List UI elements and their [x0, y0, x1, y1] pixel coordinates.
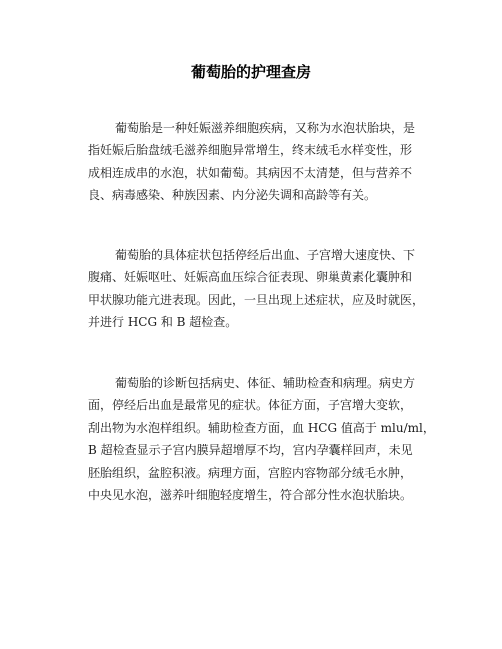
paragraph-line: 甲状腺功能亢进表现。因此，一旦出现上述症状，应及时就医，	[88, 292, 425, 307]
document-title: 葡萄胎的护理查房	[190, 63, 311, 81]
paragraph-line: 成相连成串的水泡，状如葡萄。其病因不太清楚，但与营养不	[88, 165, 413, 180]
paragraph-line: 并进行 HCG 和 B 超检查。	[88, 315, 238, 330]
paragraph-line: 面，停经后出血是最常见的症状。体征方面，子宫增大变软，	[88, 398, 413, 413]
paragraph-symptoms	[88, 244, 438, 334]
paragraph-line: 葡萄胎的具体症状包括停经后出血、子宫增大速度快、下	[115, 248, 416, 262]
paragraph-line: B 超检查显示子宫内膜异超增厚不均，宫内孕囊样回声，未见	[88, 443, 413, 458]
paragraph-line: 指妊娠后胎盘绒毛滋养细胞异常增生，终末绒毛水样变性，形	[88, 143, 413, 158]
paragraph-line: 葡萄胎的诊断包括病史、体征、辅助检查和病理。病史方	[115, 376, 416, 390]
paragraph-line: 腹痛、妊娠呕吐、妊娠高血压综合征表现、卵巢黄素化囊肿和	[88, 270, 413, 285]
paragraph-line: 刮出物为水泡样组织。辅助检查方面，血 HCG 值高于 mlu/ml，	[88, 420, 435, 435]
paragraph-definition	[88, 117, 438, 207]
paragraph-line: 中央见水泡，滋养叶细胞轻度增生，符合部分性水泡状胎块。	[88, 488, 413, 503]
paragraph-line: 良、病毒感染、种族因素、内分泌失调和高龄等有关。	[88, 188, 377, 203]
paragraph-line: 葡萄胎是一种妊娠滋养细胞疾病，又称为水泡状胎块，是	[115, 121, 416, 135]
paragraph-diagnosis	[88, 372, 438, 506]
paragraph-line: 胚胎组织，盆腔积液。病理方面，宫腔内容物部分绒毛水肿，	[88, 465, 413, 480]
